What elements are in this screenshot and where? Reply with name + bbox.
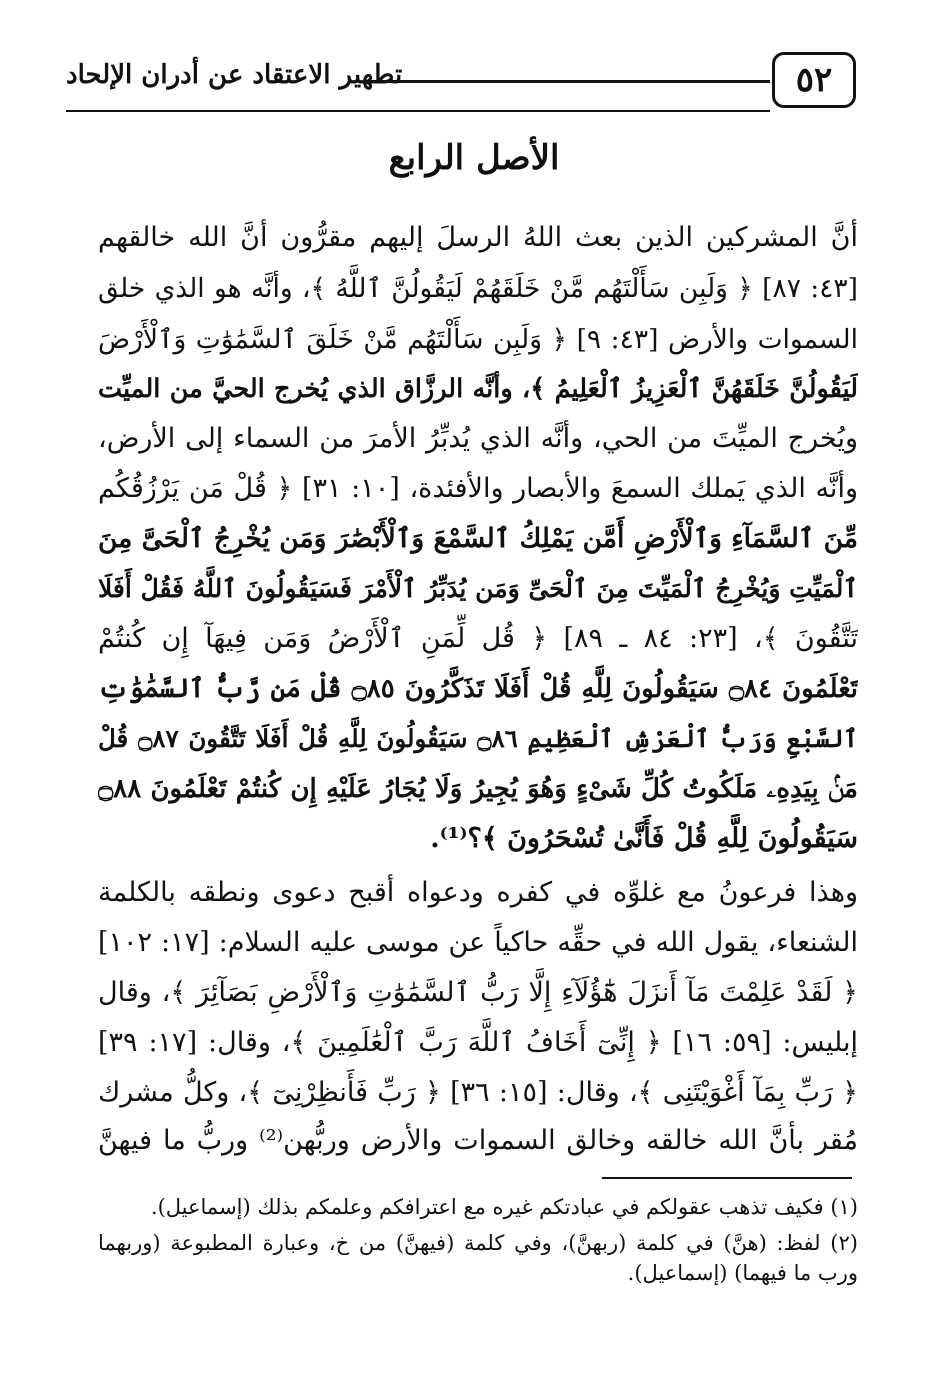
text-line: ويُخرج الميِّتَ من الحي، وأنَّه الذي يُدبِّرُ الأمرَ من السماء إلى الأرض، — [98, 423, 858, 454]
text-line: سَيَقُولُونَ لِلَّهِ قُلْ فَأَنَّىٰ تُسْحَرُونَ ﴾؟⁽¹⁾. — [430, 823, 858, 854]
text-line: وهذا فرعونُ مع غلوِّه في كفره ودعواه أقبح دعوى ونطقه بالكلمة — [98, 877, 858, 908]
text-line: تَتَّقُونَ ﴾، [٢٣: ٨٤ ـ ٨٩] ﴿ قُل لِّمَنِ ٱلْأَرْضُ وَمَن فِيهَآ إِن كُنتُمْ — [98, 623, 858, 654]
page-header — [66, 52, 856, 114]
text-line: ﴿ لَقَدْ عَلِمْتَ مَآ أَنزَلَ هَٰٓؤُلَآءِ إِلَّا رَبُّ ٱلسَّمَٰوَٰتِ وَٱلْأَرْضِ بَصَآئِرَ ﴾، وقال — [98, 977, 858, 1008]
text-line: لَيَقُولُنَّ خَلَقَهُنَّ ٱلْعَزِيزُ ٱلْعَلِيمُ ﴾، وأنَّه الرزَّاق الذي يُخرج الحيَّ من الميِّت — [98, 374, 858, 404]
text-line: الشنعاء، يقول الله في حقِّه حاكياً عن موسى عليه السلام: [١٧: ١٠٢] — [98, 927, 858, 958]
text-line: مَنۢ بِيَدِهِۦ مَلَكُوتُ كُلِّ شَىْءٍ وَهُوَ يُجِيرُ وَلَا يُجَارُ عَلَيْهِ إِن كُنتُمْ تَعْلَمُونَ ۝٨٨ — [98, 774, 858, 804]
footnote-2: (٢) لفظ: (هنَّ) في كلمة (ربهنَّ)، وفي كلمة (فيهنَّ) من خ، وعبارة المطبوعة (وربهما ورب ما فيهما) (إسماعيل). — [98, 1231, 858, 1285]
running-title: تطهير الاعتقاد عن أدران الإلحاد — [66, 60, 403, 90]
header-rule — [366, 80, 770, 83]
text-line: وأنَّه الذي يَملك السمعَ والأبصار والأفئدة، [١٠: ٣١] ﴿ قُلْ مَن يَرْزُقُكُم — [98, 473, 858, 504]
text-line: مِّنَ ٱلسَّمَآءِ وَٱلْأَرْضِ أَمَّن يَمْلِكُ ٱلسَّمْعَ وَٱلْأَبْصَٰرَ وَمَن يُخْرِجُ ٱلْحَىَّ مِنَ — [98, 523, 858, 554]
text-line: السموات والأرض [٤٣: ٩] ﴿ وَلَبِن سَأَلْتَهُم مَّنْ خَلَقَ ٱلسَّمَٰوَٰتِ وَٱلْأَرْضَ — [98, 324, 858, 355]
text-line: مُقر بأنَّ الله خالقه وخالق السموات والأرض وربُّهن⁽²⁾ وربُّ ما فيهنَّ — [98, 1125, 858, 1156]
text-line: أنَّ المشركين الذين بعث اللهُ الرسلَ إليهم مقرُّون أنَّ الله خالقهم — [98, 222, 858, 253]
footnote-1: (١) فكيف تذهب عقولكم في عبادتكم غيره مع اعترافكم وعلمكم بذلك (إسماعيل). — [150, 1195, 858, 1219]
text-line: تَعْلَمُونَ ۝٨٤ سَيَقُولُونَ لِلَّهِ قُلْ أَفَلَا تَذَكَّرُونَ ۝٨٥ قُلْ مَن رَّبُّ ٱلسَّمَٰوَٰتِ — [98, 674, 858, 704]
header-underline — [66, 110, 770, 112]
text-line: ٱلْمَيِّتِ وَيُخْرِجُ ٱلْمَيِّتَ مِنَ ٱلْحَىِّ وَمَن يُدَبِّرُ ٱلْأَمْرَ فَسَيَقُولُونَ ٱللَّهُ فَقُلْ أَفَلَا — [98, 574, 858, 603]
page-number: ٥٢ — [772, 52, 856, 108]
text-line: ٱلسَّبْعِ وَرَبُّ ٱلْعَرْشِ ٱلْعَظِيمِ ۝٨٦ سَيَقُولُونَ لِلَّهِ قُلْ أَفَلَا تَتَّقُونَ ۝٨٧ قُلْ — [98, 724, 858, 753]
text-line: ﴿ رَبِّ بِمَآ أَغْوَيْتَنِى ﴾، وقال: [١٥: ٣٦] ﴿ رَبِّ فَأَنظِرْنِىٓ ﴾، وكلُّ مشرك — [98, 1077, 858, 1108]
text-line: [٤٣: ٨٧] ﴿ وَلَبِن سَأَلْتَهُم مَّنْ خَلَقَهُمْ لَيَقُولُنَّ ٱللَّهُ ﴾، وأنَّه هو الذي خلق — [98, 273, 858, 304]
section-title: الأصل الرابع — [388, 138, 560, 178]
footnote-separator — [602, 1177, 852, 1179]
text-line: إبليس: [٥٩: ١٦] ﴿ إِنِّىٓ أَخَافُ ٱللَّهَ رَبَّ ٱلْعَٰلَمِينَ ﴾، وقال: [١٧: ٣٩] — [98, 1027, 858, 1058]
